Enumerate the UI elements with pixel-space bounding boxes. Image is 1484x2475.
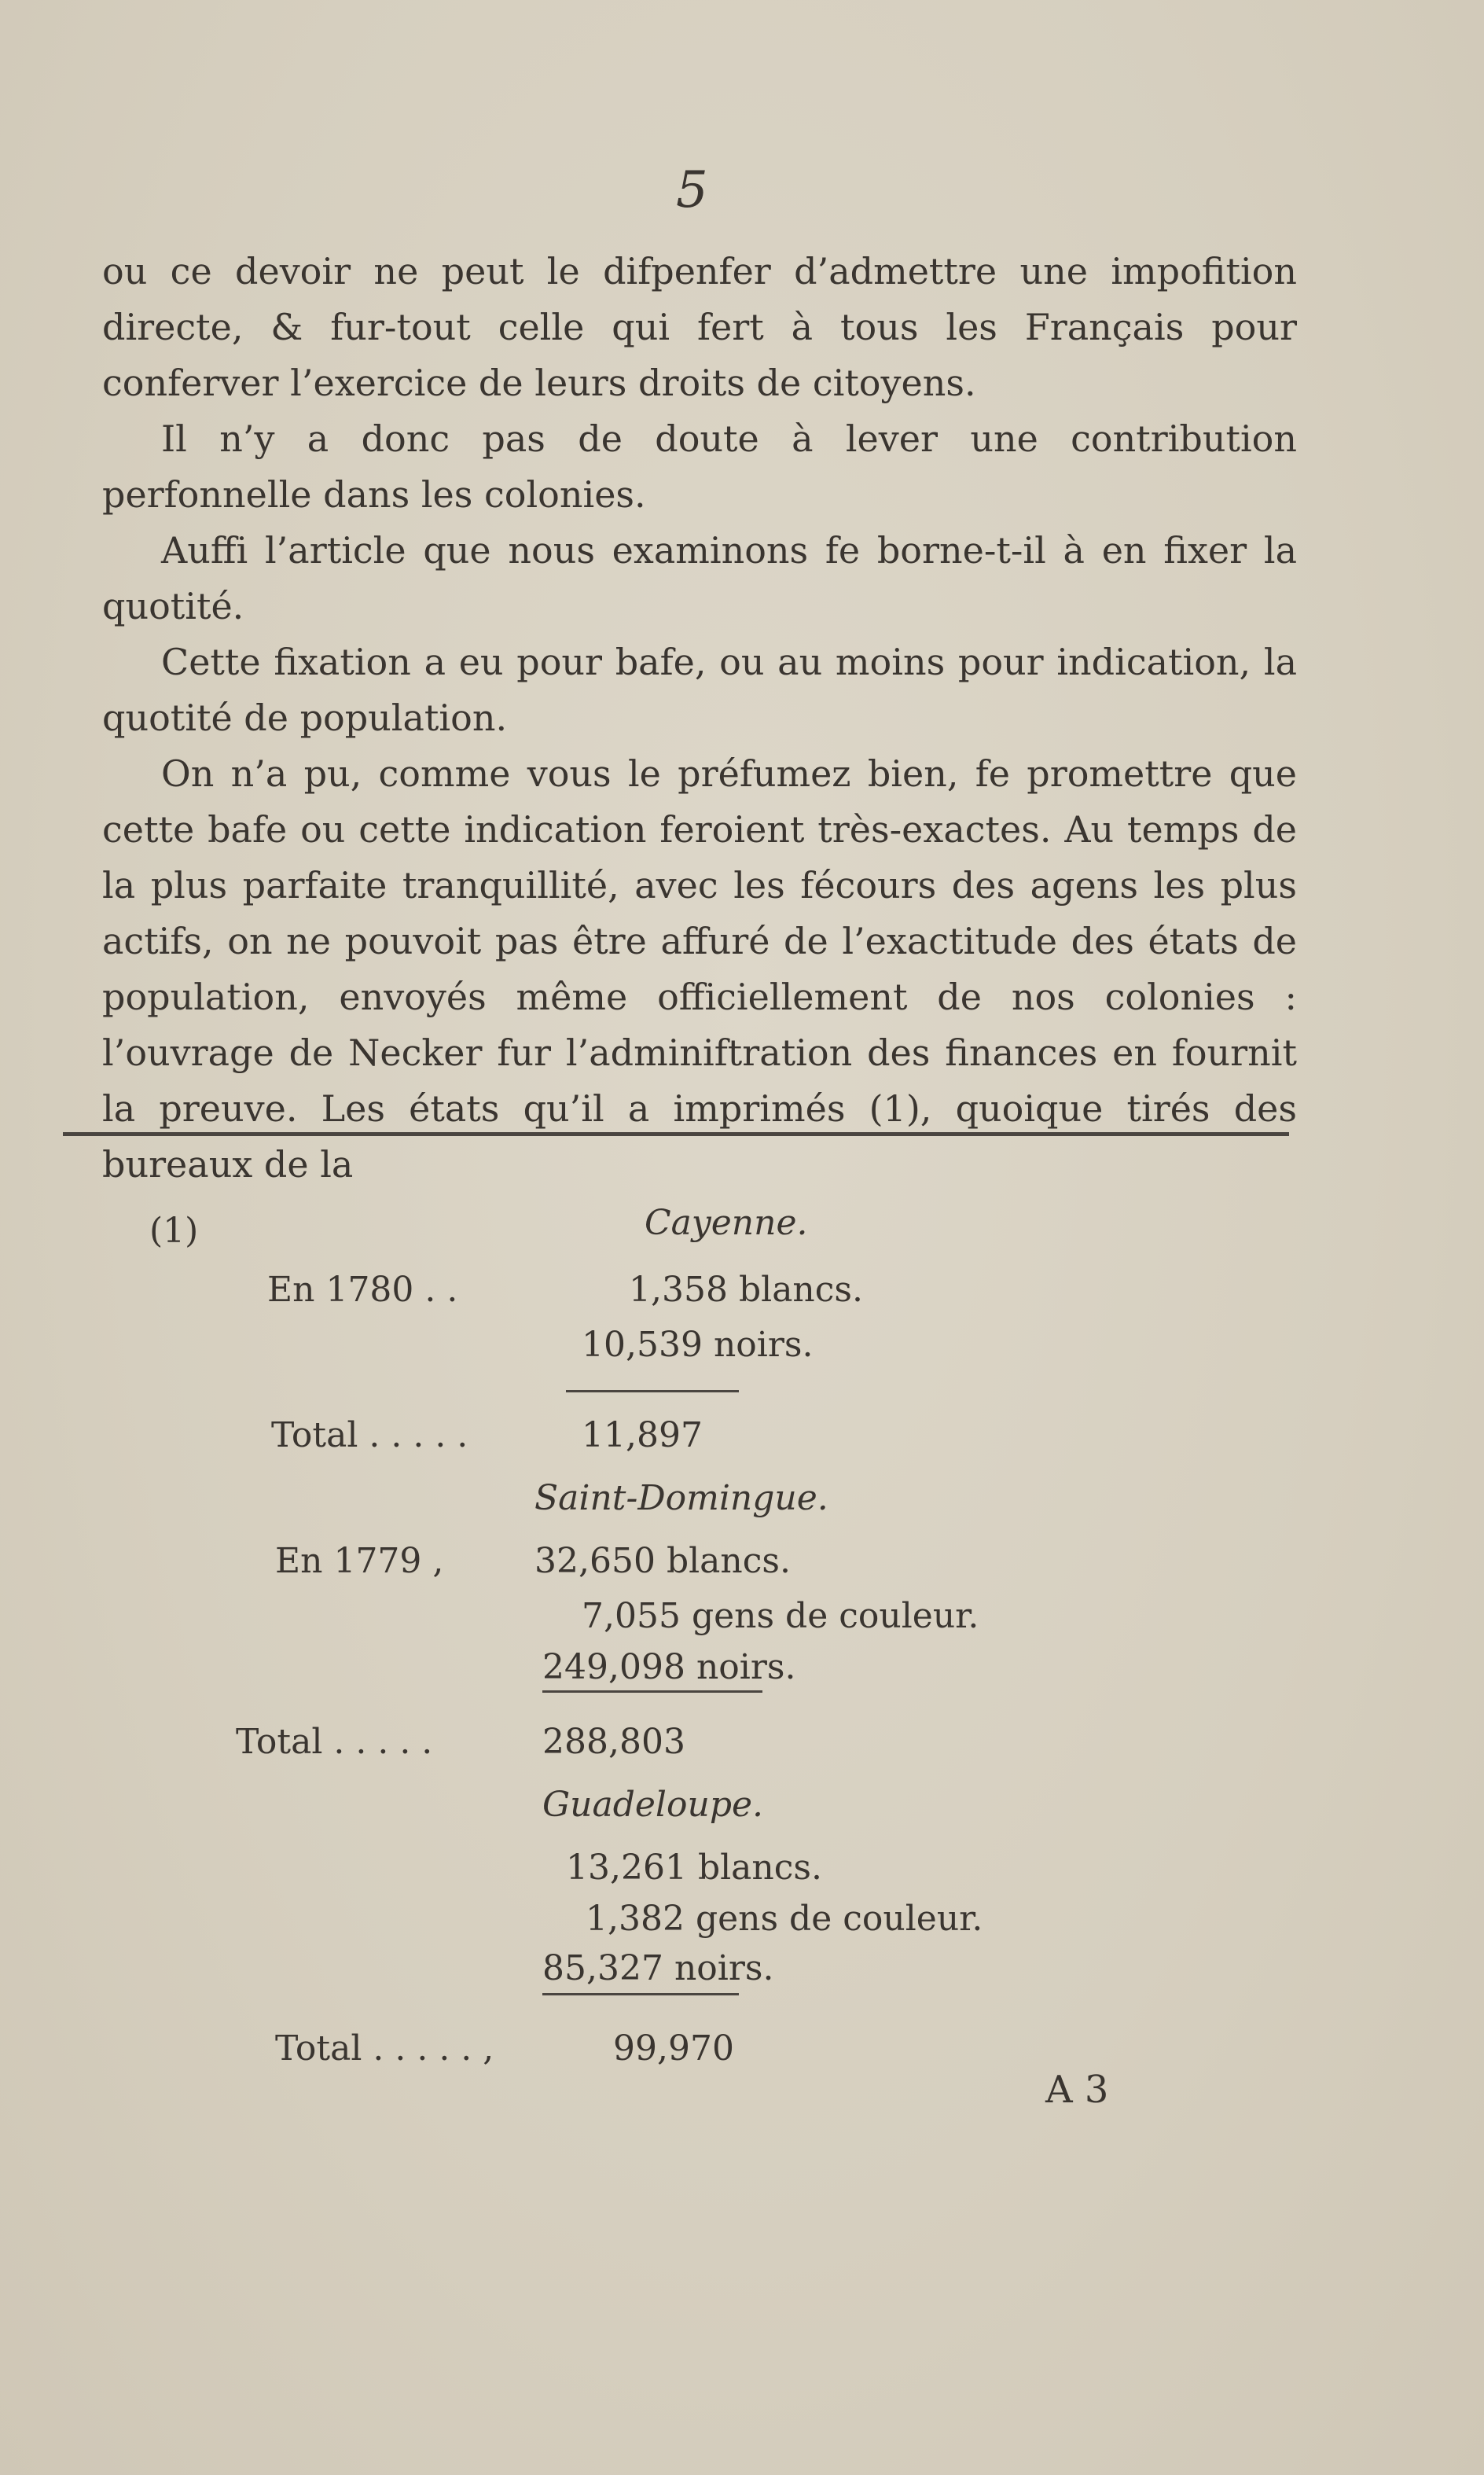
sum-rule — [566, 1390, 739, 1392]
guadeloupe-row: 85,327 noirs. — [542, 1948, 774, 1988]
section-title-guadeloupe: Guadeloupe. — [542, 1785, 764, 1825]
guadeloupe-total: 99,970 — [613, 2028, 734, 2069]
saint-domingue-row: 249,098 noirs. — [542, 1647, 796, 1687]
paragraph: Il n’y a donc pas de doute à lever une contribution perfonnelle dans les colonies. — [102, 417, 1297, 516]
saint-domingue-total-label: Total . . . . . — [236, 1722, 433, 1762]
paragraph: Auffi l’article que nous examinons fe borne-t-il à en fixer la quotité. — [102, 529, 1297, 627]
cayenne-year: En 1780 . . — [267, 1270, 458, 1310]
main-text — [102, 244, 1297, 1193]
saint-domingue-year: En 1779 , — [275, 1541, 444, 1581]
saint-domingue-total: 288,803 — [542, 1722, 685, 1762]
section-title-saint-domingue: Saint-Domingue. — [534, 1478, 828, 1518]
guadeloupe-row: 1,382 gens de couleur. — [586, 1899, 983, 1939]
sum-rule — [542, 1993, 739, 1995]
cayenne-total-label: Total . . . . . — [271, 1415, 468, 1455]
saint-domingue-row: 32,650 blancs. — [534, 1541, 791, 1581]
guadeloupe-row: 13,261 blancs. — [566, 1848, 822, 1888]
section-title-cayenne: Cayenne. — [645, 1203, 808, 1243]
guadeloupe-total-label: Total . . . . . , — [275, 2028, 494, 2069]
sum-rule — [542, 1690, 762, 1693]
footnote-separator — [63, 1132, 1289, 1136]
paragraph: ou ce devoir ne peut le difpenfer d’admettre une impofition directe, & fur-tout celle qui fert à tous les Français pour conferver l’exercice de leurs droits de citoyens. — [102, 250, 1297, 404]
footnote-marker: (1) — [149, 1211, 199, 1251]
cayenne-row: 10,539 noirs. — [582, 1325, 814, 1365]
saint-domingue-row: 7,055 gens de couleur. — [582, 1596, 979, 1636]
signature-mark: A 3 — [1045, 2068, 1109, 2112]
cayenne-total: 11,897 — [582, 1415, 703, 1455]
cayenne-row: 1,358 blancs. — [629, 1270, 863, 1310]
paragraph: Cette fixation a eu pour bafe, ou au moins pour indication, la quotité de population. — [102, 641, 1297, 739]
page-number: 5 — [676, 161, 708, 219]
paragraph: On n’a pu, comme vous le préfumez bien, fe promettre que cette bafe ou cette indication feroient très-exactes. Au temps de la plus parfaite tranquillité, avec les fécours des agens les plus actifs, on ne pouvoit pas être affuré de l’exactitude des états de population, envoyés même officiellement de nos colonies : l’ouvrage de Necker fur l’adminiftration des finances en fournit la preuve. Les états qu’il a imprimés (1), quoique tirés des bureaux de la — [102, 752, 1297, 1186]
